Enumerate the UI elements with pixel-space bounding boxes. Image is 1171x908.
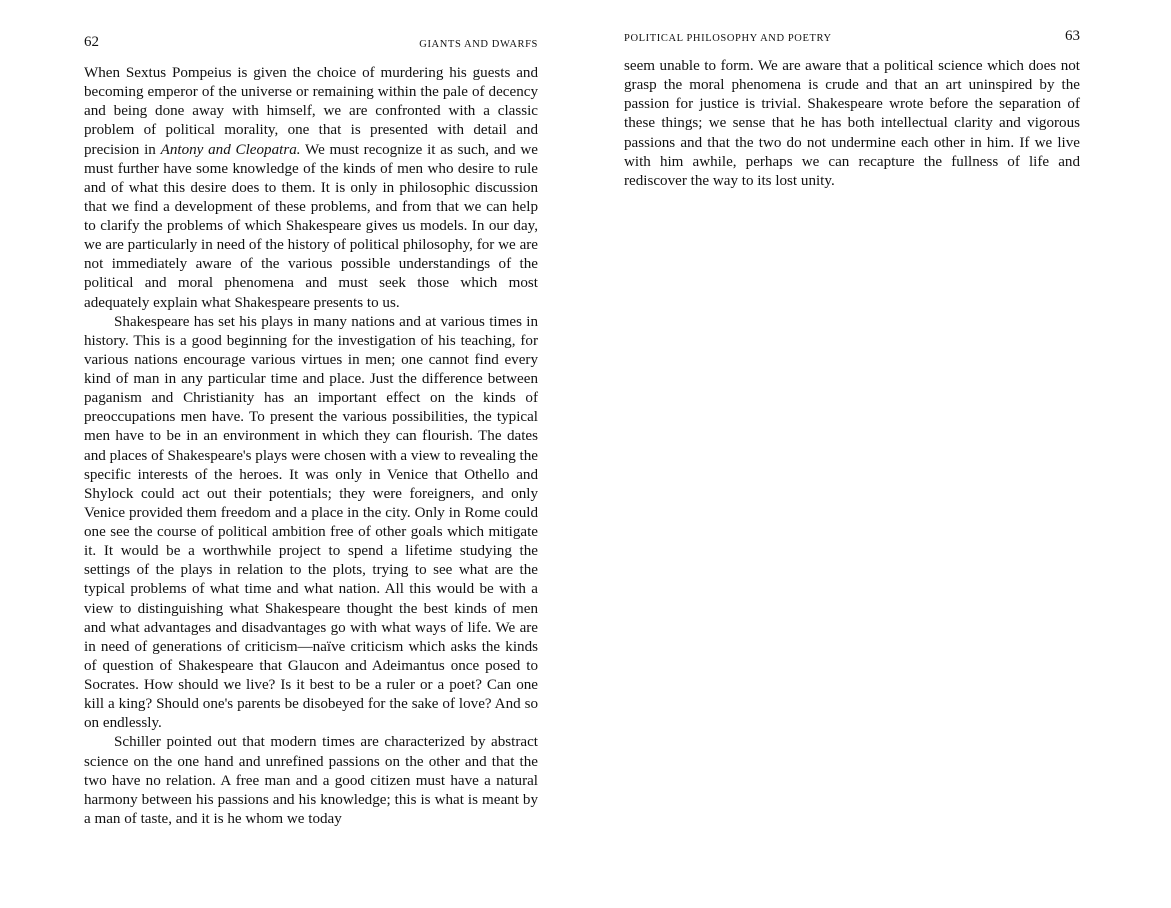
paragraph: When Sextus Pompeius is given the choice of murdering his guests and becoming emperor of the universe or remaining within the pale of decency and being done away with himself, we are confronted with a classic problem of political morality, one that is presented with detail and precision in Antony and Cleopatra. We must recognize it as such, and we must further have some knowledge of the kinds of men who desire to rule and of what this desire does to them. It is only in philosophic discussion that we find a development of these problems, and from that we can help to clarify the problems of which Shakespeare gives us models. In our day, we are particularly in need of the history of political philosophy, for we are not immediately aware of the various possible understandings of the political and moral phenomena and must seek those which most adequately explain what Shakespeare presents to us. xyxy=(84,65,538,311)
right-running-head-title: POLITICAL PHILOSOPHY AND POETRY xyxy=(624,33,832,44)
left-running-head-title: GIANTS AND DWARFS xyxy=(419,39,538,50)
right-running-head xyxy=(624,28,1080,48)
right-page-number: 63 xyxy=(1065,28,1080,44)
left-running-head xyxy=(84,34,538,54)
paragraph: seem unable to form. We are aware that a political science which does not grasp the moral phenomena is crude and that an art uninspired by the passion for justice is trivial. Shakespeare wrote before the separation of these things; we sense that he has both intellectual clarity and vigorous passions and that the two do not undermine each other in him. If we live with him awhile, perhaps we can recapture the fullness of life and rediscover the way to its lost unity. xyxy=(624,58,1080,189)
left-page-number: 62 xyxy=(84,34,99,50)
paragraph: Shakespeare has set his plays in many nations and at various times in history. This is a good beginning for the investigation of his teaching, for various nations encourage various virtues in men; one cannot find every kind of man in any particular time and place. Just the difference between paganism and Christianity has an important effect on the kinds of preoccupations men have. To present the various possibilities, the typical men have to be in an environment in which they can flourish. The dates and places of Shakespeare's plays were chosen with a view to revealing the specific interests of the heroes. It was only in Venice that Othello and Shylock could act out their potentials; they were foreigners, and only Venice provided them freedom and a place in the city. Only in Rome could one see the course of political ambition free of other goals which mitigate it. It would be a worthwhile project to spend a lifetime studying the settings of the plays in relation to the plots, trying to see what are the typical problems of what time and what nation. All this would be with a view to distinguishing what Shakespeare thought the best kinds of men and what advantages and disadvantages go with what ways of life. We are in need of generations of criticism—naïve criticism which asks the kinds of question of Shakespeare that Glaucon and Adeimantus once posed to Socrates. How should we live? Is it best to be a ruler or a poet? Can one kill a king? Should one's parents be disobeyed for the sake of love? And so on endlessly. xyxy=(84,313,538,732)
play-title: Antony and Cleopatra. xyxy=(160,141,301,158)
right-body-text xyxy=(624,57,1080,191)
left-body-text xyxy=(84,64,538,829)
paragraph: Schiller pointed out that modern times are characterized by abstract science on the one hand and unrefined passions on the other and that the two have no relation. A free man and a good citizen must have a natural harmony between his passions and his knowledge; this is what is meant by a man of taste, and it is he whom we today xyxy=(84,734,538,827)
